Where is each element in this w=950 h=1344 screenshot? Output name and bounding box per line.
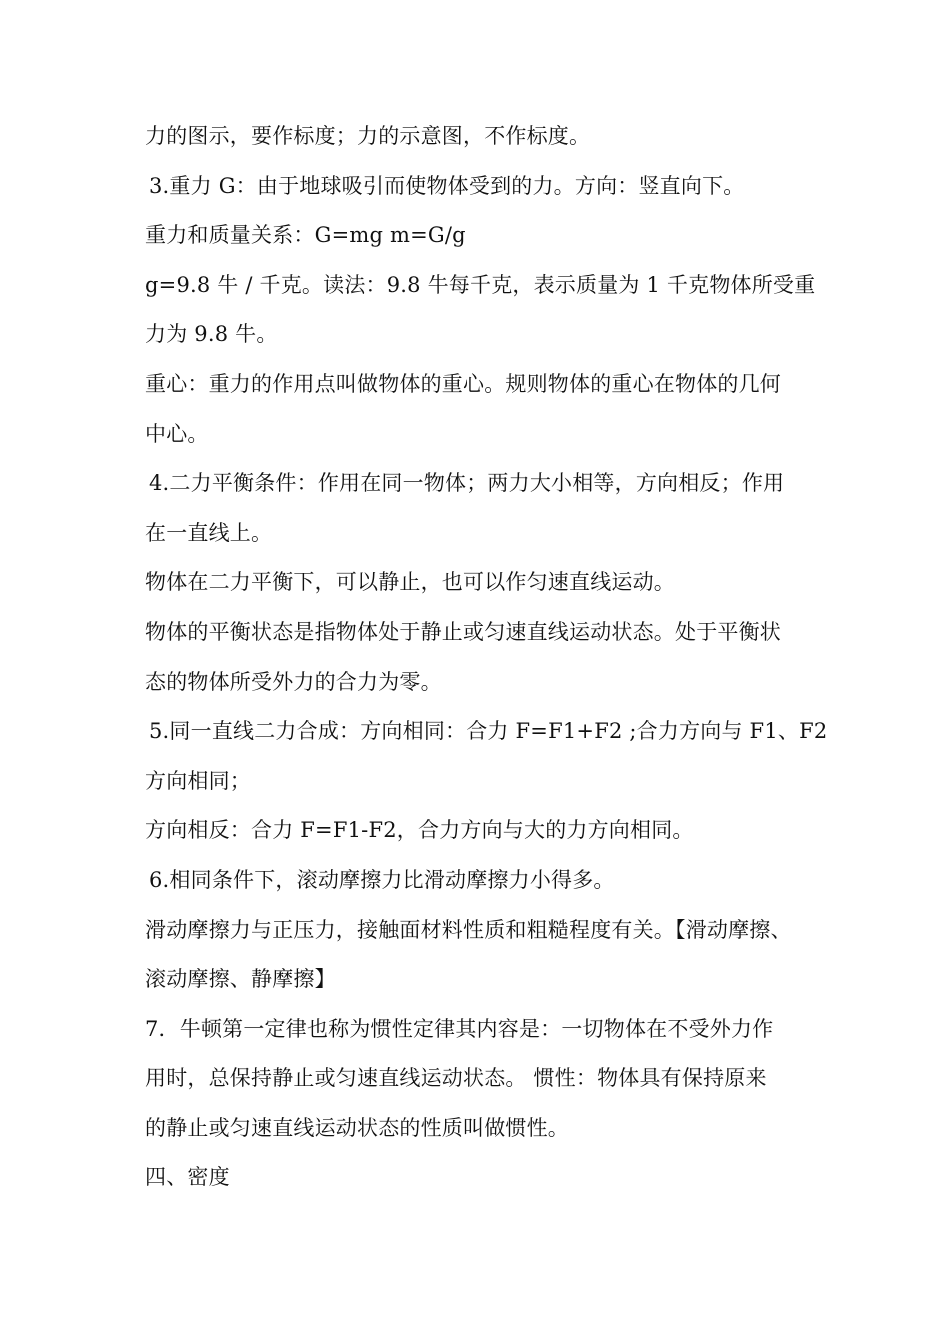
text-line: 滑动摩擦力与正压力，接触面材料性质和粗糙程度有关。【滑动摩擦、 <box>145 917 792 942</box>
section-heading: 四、密度 <box>145 1165 230 1190</box>
document-body <box>145 112 828 1203</box>
text-line: 态的物体所受外力的合力为零。 <box>145 669 442 694</box>
text-line: 物体在二力平衡下，可以静止，也可以作匀速直线运动。 <box>145 570 675 595</box>
text-line: 用时，总保持静止或匀速直线运动状态。 惯性：物体具有保持原来 <box>145 1066 767 1091</box>
text-line: 中心。 <box>145 421 209 446</box>
text-line: 6.相同条件下，滚动摩擦力比滑动摩擦力小得多。 <box>149 867 615 892</box>
text-line: 重心：重力的作用点叫做物体的重心。规则物体的重心在物体的几何 <box>145 371 781 396</box>
text-line: 物体的平衡状态是指物体处于静止或匀速直线运动状态。处于平衡状 <box>145 619 781 644</box>
text-line: 7．牛顿第一定律也称为惯性定律其内容是：一切物体在不受外力作 <box>145 1016 774 1041</box>
text-line: 力为 9.8 牛。 <box>145 322 278 347</box>
text-line: 重力和质量关系：G=mg m=G/g <box>145 223 466 248</box>
text-line: 的静止或匀速直线运动状态的性质叫做惯性。 <box>145 1115 569 1140</box>
text-line: 3.重力 G：由于地球吸引而使物体受到的力。方向：竖直向下。 <box>149 173 745 198</box>
text-line: 方向相同； <box>145 768 251 793</box>
text-line: 4.二力平衡条件：作用在同一物体；两力大小相等，方向相反；作用 <box>149 471 785 496</box>
text-line: 方向相反：合力 F=F1-F2，合力方向与大的力方向相同。 <box>145 818 694 843</box>
text-line: 在一直线上。 <box>145 520 273 545</box>
text-line: 滚动摩擦、静摩擦】 <box>145 967 336 992</box>
text-line: g=9.8 牛 / 千克。读法：9.8 牛每千克，表示质量为 1 千克物体所受重 <box>145 272 816 297</box>
text-line: 5.同一直线二力合成：方向相同：合力 F=F1+F2 ;合力方向与 F1、F2 <box>149 719 828 744</box>
text-line: 力的图示，要作标度；力的示意图，不作标度。 <box>145 124 591 148</box>
